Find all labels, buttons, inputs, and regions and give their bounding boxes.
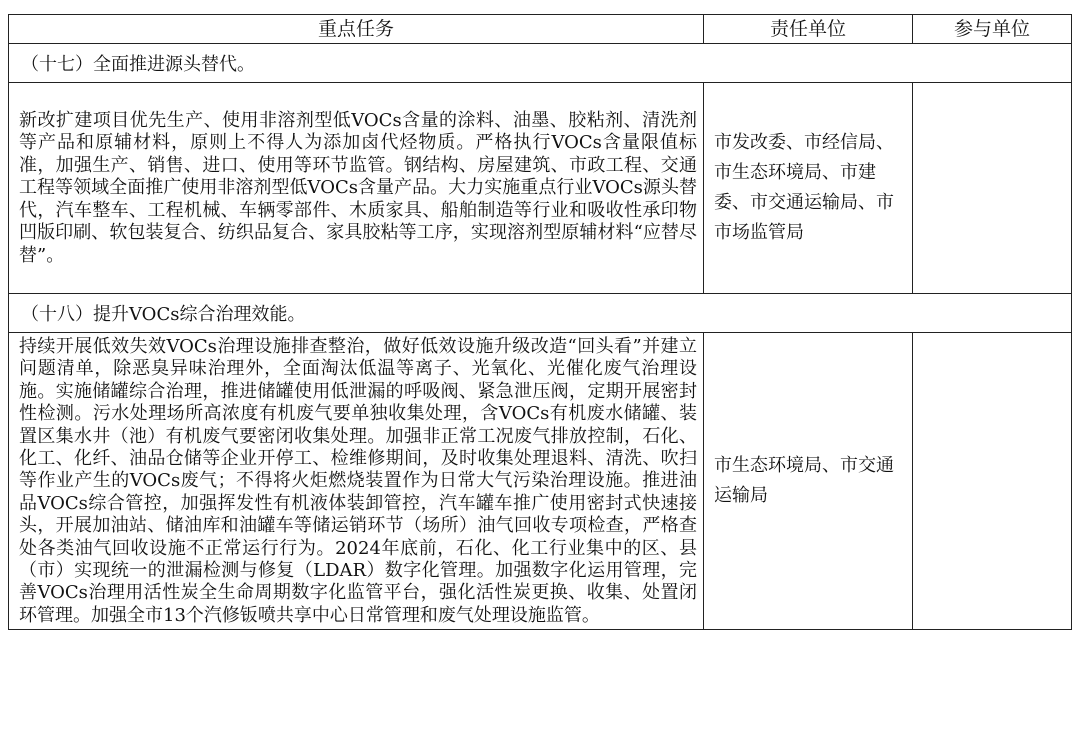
participating-units [913,83,1072,294]
header-task: 重点任务 [9,15,704,44]
section-heading: （十七）全面推进源头替代。 [9,44,1072,83]
header-participating: 参与单位 [913,15,1072,44]
task-table [8,14,1072,630]
task-text: 持续开展低效失效VOCs治理设施排查整治，做好低效设施升级改造“回头看”并建立问题清单，除恶臭异味治理外，全面淘汰低温等离子、光氧化、光催化废气治理设施。实施储罐综合治理，推进储罐使用低泄漏的呼吸阀、紧急泄压阀，定期开展密封性检测。污水处理场所高浓度有机废气要单独收集处理，含VOCs有机废水储罐、装置区集水井（池）有机废气要密闭收集处理。加强非正常工况废气排放控制，石化、化工、化纤、油品仓储等企业开停工、检维修期间，及时收集处理退料、清洗、吹扫等作业产生的VOCs废气；不得将火炬燃烧装置作为日常大气污染治理设施。推进油品VOCs综合管控，加强挥发性有机液体装卸管控，汽车罐车推广使用密封式快速接头，开展加油站、储油库和油罐车等储运销环节（场所）油气回收专项检查，严格查处各类油气回收设施不正常运行行为。2024年底前，石化、化工行业集中的区、县（市）实现统一的泄漏检测与修复（LDAR）数字化管理。加强数字化运用管理，完善VOCs治理用活性炭全生命周期数字化监管平台，强化活性炭更换、收集、处置闭环管理。加强全市13个汽修钣喷共享中心日常管理和废气处理设施监管。 [9,333,704,630]
responsible-units: 市生态环境局、市交通运输局 [704,333,913,630]
task-text: 新改扩建项目优先生产、使用非溶剂型低VOCs含量的涂料、油墨、胶粘剂、清洗剂等产品和原辅材料，原则上不得人为添加卤代烃物质。严格执行VOCs含量限值标准，加强生产、销售、进口、使用等环节监管。钢结构、房屋建筑、市政工程、交通工程等领域全面推广使用非溶剂型低VOCs含量产品。大力实施重点行业VOCs源头替代，汽车整车、工程机械、车辆零部件、木质家具、船舶制造等行业和吸收性承印物凹版印刷、软包装复合、纺织品复合、家具胶粘等工序，实现溶剂型原辅材料“应替尽替”。 [9,83,704,294]
header-row [9,15,1072,44]
task-row [9,333,1072,630]
task-row [9,83,1072,294]
header-responsible: 责任单位 [704,15,913,44]
responsible-units: 市发改委、市经信局、市生态环境局、市建委、市交通运输局、市市场监管局 [704,83,913,294]
section-heading-row [9,294,1072,333]
section-heading-row [9,44,1072,83]
participating-units [913,333,1072,630]
section-heading: （十八）提升VOCs综合治理效能。 [9,294,1072,333]
